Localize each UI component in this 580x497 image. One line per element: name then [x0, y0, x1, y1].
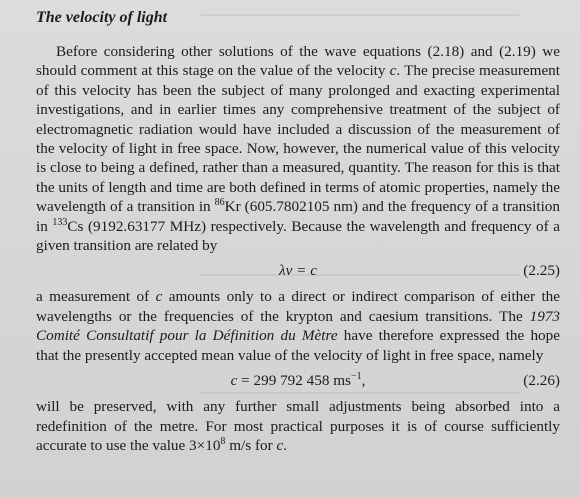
committee-name: 1973 Comité Consultatif pour la Définition du Mètre [36, 307, 560, 345]
paragraph-measurement: a measurement of c amounts only to a direct or indirect comparison of either the wavelengths or the frequencies of the krypton and caesium transitions. The 1973 Comité Consultatif pour la Définition du Mètre have therefore expressed the hope that the presently accepted mean value of the velocity of light in free space, namely [36, 288, 561, 364]
equation-2-25 [36, 261, 560, 283]
variable-c: c [389, 62, 397, 80]
variable-c: c [276, 436, 284, 454]
equation-number: (2.26) [523, 372, 560, 390]
isotope-mass-kr: 86 [214, 197, 225, 209]
equation-number: (2.25) [523, 262, 560, 280]
equation-2-26 [36, 371, 560, 393]
paragraph-intro: Before considering other solutions of the wave equations (2.18) and (2.19) we should comment at this stage on the value of the velocity c. The precise measurement of this velocity has been the subject of many prolonged and exacting experimental investigations, and in earlier times any comprehensive treatment of the subject of electromagnetic radiation would have included a discussion of the measurement of the velocity of light in free space. Now, however, the numerical value of this velocity is close to being a defined, rather than a measured, quantity. The reason for this is that the units of length and time are both defined in terms of atomic properties, namely the wavelength of a transition in $^{86}$Kr (605.7802105 nm) and the frequency of a transition in $^{133}$Cs (9192.63177 MHz) respectively. Because the wavelength and frequency of a given transition are related by [36, 43, 560, 255]
paragraph-conclusion: will be preserved, with any further small adjustments being absorbed into a redefinition of the metre. For most practical purposes it is of course sufficiently accurate to use the value $3\times 10^8$ m/s for c. [36, 398, 560, 454]
equation-expression: λν = c [279, 262, 317, 280]
variable-c: c [155, 288, 163, 306]
exponent: 8 [220, 435, 226, 447]
equation-expression: c = 299 792 458 $ms^{-1}$, [230, 371, 366, 390]
section-heading: The velocity of light [36, 9, 168, 26]
show-through-mark [200, 14, 520, 16]
isotope-mass-cs: 133 [52, 216, 68, 228]
